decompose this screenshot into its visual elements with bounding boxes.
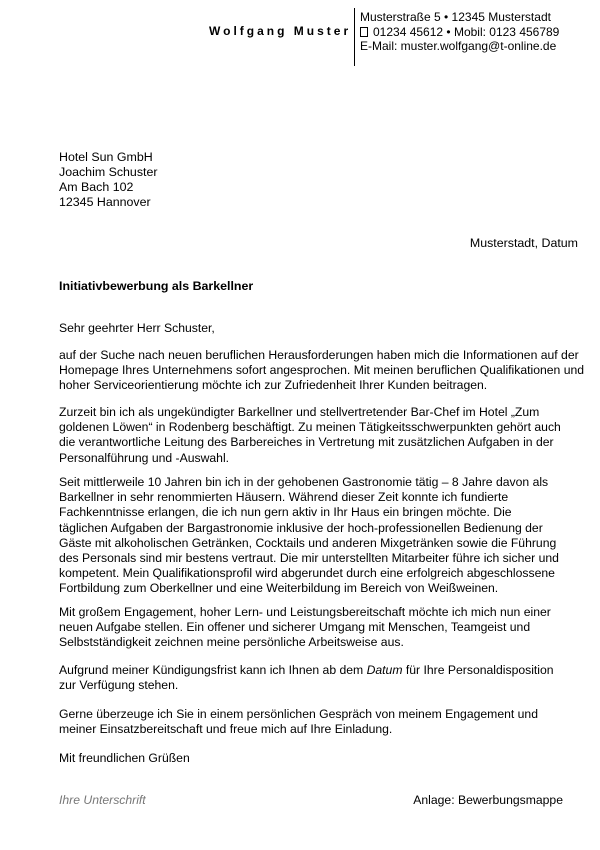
sender-contact <box>360 10 559 54</box>
text-line: Mit großem Engagement, hoher Lern- und Leistungsbereitschaft möchte ich mich nun einer <box>59 605 551 619</box>
text-line: Selbstständigkeit zeichnen meine persönliche Arbeitsweise aus. <box>59 635 404 650</box>
paragraph-availability <box>59 663 579 693</box>
text-line: Fortbildung zum Oberkellner und eine Weiterbildung im Bereich von Weißweinen. <box>59 581 499 596</box>
text-line: zur Verfügung stehen. <box>59 678 179 693</box>
text-line: neuen Aufgabe stellen. Ein offener und sicherer Umgang mit Menschen, Teamgeist und <box>59 620 531 635</box>
recipient-line: 12345 Hannover <box>59 195 151 209</box>
phone-icon <box>360 27 368 37</box>
text-line: Gäste mit alkoholischen Getränken, Cocktails und anderen Mixgetränken sowie die Führung <box>59 535 557 550</box>
text-line: Homepage Ihres Unternehmens sofort angesprochen. Mit meinen beruflichen Qualifikationen und <box>59 363 585 378</box>
text-line: meiner Einsatzbereitschaft und freue mich auf Ihre Einladung. <box>59 722 393 737</box>
salutation: Sehr geehrter Herr Schuster, <box>59 321 215 335</box>
closing: Mit freundlichen Grüßen <box>59 751 190 765</box>
recipient-line: Joachim Schuster <box>59 165 158 179</box>
text-line: kompetent. Mein Qualifikationsprofil wird abgerundet durch eine erfolgreich abgeschlossene <box>59 566 555 581</box>
sender-phone-line <box>360 25 559 40</box>
text-line: hoher Serviceorientierung möchte ich zur Zufriedenheit Ihrer Kunden beitragen. <box>59 378 488 393</box>
text-line: die verantwortliche Leitung des Barbereiches in Vertretung mit zusätzlichen Aufgaben in der <box>59 435 554 450</box>
paragraph-motivation <box>59 605 579 651</box>
text-line: Personalführung und -Auswahl. <box>59 450 230 465</box>
text-line: Zurzeit bin ich als ungekündigter Barkellner und stellvertretender Bar-Chef im Hotel „Zum <box>59 405 540 419</box>
sender-email: E-Mail: muster.wolfgang@t-online.de <box>360 39 557 53</box>
text-segment: für Ihre Personaldisposition <box>402 663 554 677</box>
text-line: Seit mittlerweile 10 Jahren bin ich in der gehobenen Gastronomie tätig – 8 Jahre davon als <box>59 475 549 489</box>
letter-subject: Initiativbewerbung als Barkellner <box>59 279 254 293</box>
sender-phone: 01234 45612 • Mobil: 0123 456789 <box>373 24 560 39</box>
text-line: Barkellner in sehr renommierten Häusern. Während dieser Zeit konnte ich fundierte <box>59 490 509 505</box>
recipient-line: Am Bach 102 <box>59 180 134 194</box>
paragraph-intro <box>59 348 585 394</box>
text-line: des Personals sind mir bestens vertraut. Die mir unterstellten Mitarbeiter führe ich sicher und <box>59 551 559 566</box>
text-line: Gerne überzeuge ich Sie in einem persönlichen Gespräch von meinem Engagement und <box>59 707 538 721</box>
text-line: goldenen Löwen“ in Rodenberg beschäftigt. Zu meinen Tätigkeitsschwerpunkten gehört auch <box>59 420 561 435</box>
sender-address: Musterstraße 5 • 12345 Musterstadt <box>360 10 551 24</box>
letter-date: Musterstadt, Datum <box>469 236 578 250</box>
signature-placeholder: Ihre Unterschrift <box>59 793 146 807</box>
paragraph-experience <box>59 475 579 597</box>
sender-name: Wolfgang Muster <box>209 24 352 38</box>
paragraph-current-position <box>59 405 579 466</box>
text-line: täglichen Aufgaben der Bargastronomie inklusive der hoch-professionellen Bedienung der <box>59 520 543 535</box>
date-placeholder: Datum <box>366 663 403 677</box>
recipient-address <box>59 150 157 210</box>
text-line: Fachkenntnisse erlangen, die ich nun gern aktiv in Ihr Haus ein bringen möchte. Die <box>59 505 512 520</box>
paragraph-interview <box>59 707 579 737</box>
text-line: auf der Suche nach neuen beruflichen Herausforderungen haben mich die Informationen auf der <box>59 348 579 362</box>
attachment-note: Anlage: Bewerbungsmappe <box>413 793 563 807</box>
text-segment: Aufgrund meiner Kündigungsfrist kann ich Ihnen ab dem <box>59 663 367 677</box>
recipient-line: Hotel Sun GmbH <box>59 150 153 164</box>
header-divider <box>354 8 355 66</box>
text-line <box>59 663 579 678</box>
